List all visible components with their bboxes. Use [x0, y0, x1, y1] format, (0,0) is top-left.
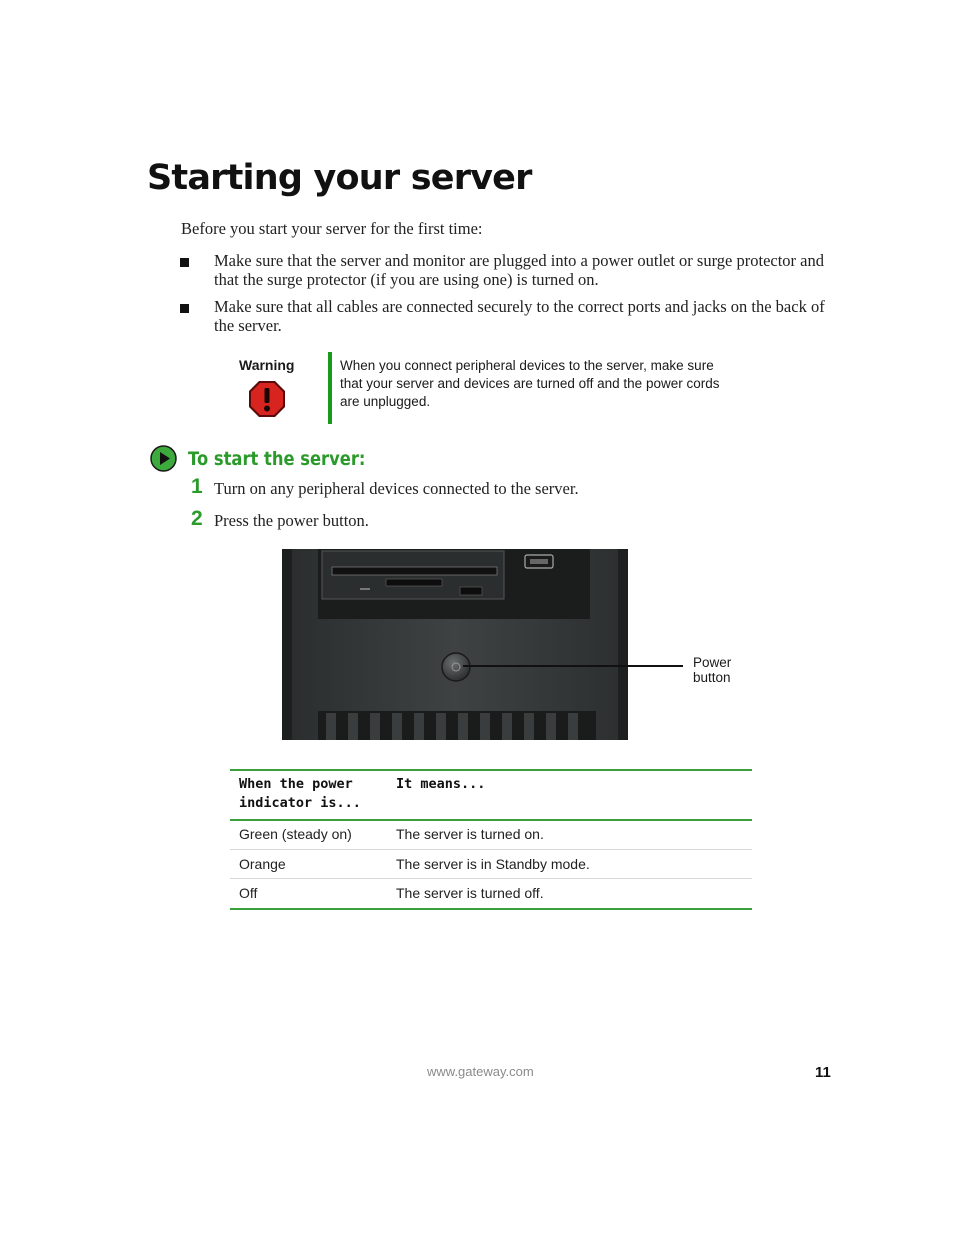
table-header-state-line-1: When the power	[239, 776, 353, 792]
table-header-rule	[230, 819, 752, 821]
warning-icon	[248, 380, 286, 418]
page-title: Starting your server	[147, 158, 532, 198]
table-bottom-rule	[230, 908, 752, 910]
table-cell-meaning: The server is in Standby mode.	[396, 856, 590, 872]
table-row-divider	[230, 849, 752, 850]
step-number-2: 2	[191, 507, 203, 530]
table-cell-state: Orange	[239, 856, 286, 872]
procedure-heading: To start the server:	[188, 448, 366, 470]
table-header-state	[239, 775, 361, 813]
bullet-square-icon	[180, 258, 189, 267]
server-front-photo	[282, 549, 628, 740]
step-number-1: 1	[191, 475, 203, 498]
warning-divider	[328, 352, 332, 424]
callout-line-1: Power	[693, 655, 732, 670]
bullet-square-icon	[180, 304, 189, 313]
table-row-divider	[230, 878, 752, 879]
table-cell-state: Off	[239, 885, 258, 901]
callout-line-2: button	[693, 670, 731, 685]
callout-leader-line	[463, 665, 683, 667]
table-header-state-line-2: indicator is...	[239, 795, 361, 811]
power-button-callout	[693, 655, 731, 685]
table-cell-state: Green (steady on)	[239, 826, 352, 842]
step-text-1: Turn on any peripheral devices connected to the server.	[214, 479, 579, 498]
table-top-rule	[230, 769, 752, 771]
table-cell-meaning: The server is turned on.	[396, 826, 544, 842]
step-text-2: Press the power button.	[214, 511, 369, 530]
play-arrow-icon	[150, 445, 177, 472]
warning-text: When you connect peripheral devices to the server, make sure that your server and devices are turned off and the power cords are unplugged.	[340, 358, 720, 409]
bullet-item-2: Make sure that all cables are connected securely to the correct ports and jacks on the back of the server.	[214, 297, 825, 335]
intro-text: Before you start your server for the first time:	[181, 219, 483, 238]
footer-url[interactable]: www.gateway.com	[427, 1064, 534, 1079]
page-number: 11	[815, 1064, 831, 1081]
warning-label: Warning	[239, 357, 295, 373]
table-cell-meaning: The server is turned off.	[396, 885, 544, 901]
table-header-meaning: It means...	[396, 776, 486, 792]
bullet-item-1: Make sure that the server and monitor are plugged into a power outlet or surge protector and that the surge protector (if you are using one) is turned on.	[214, 251, 825, 289]
